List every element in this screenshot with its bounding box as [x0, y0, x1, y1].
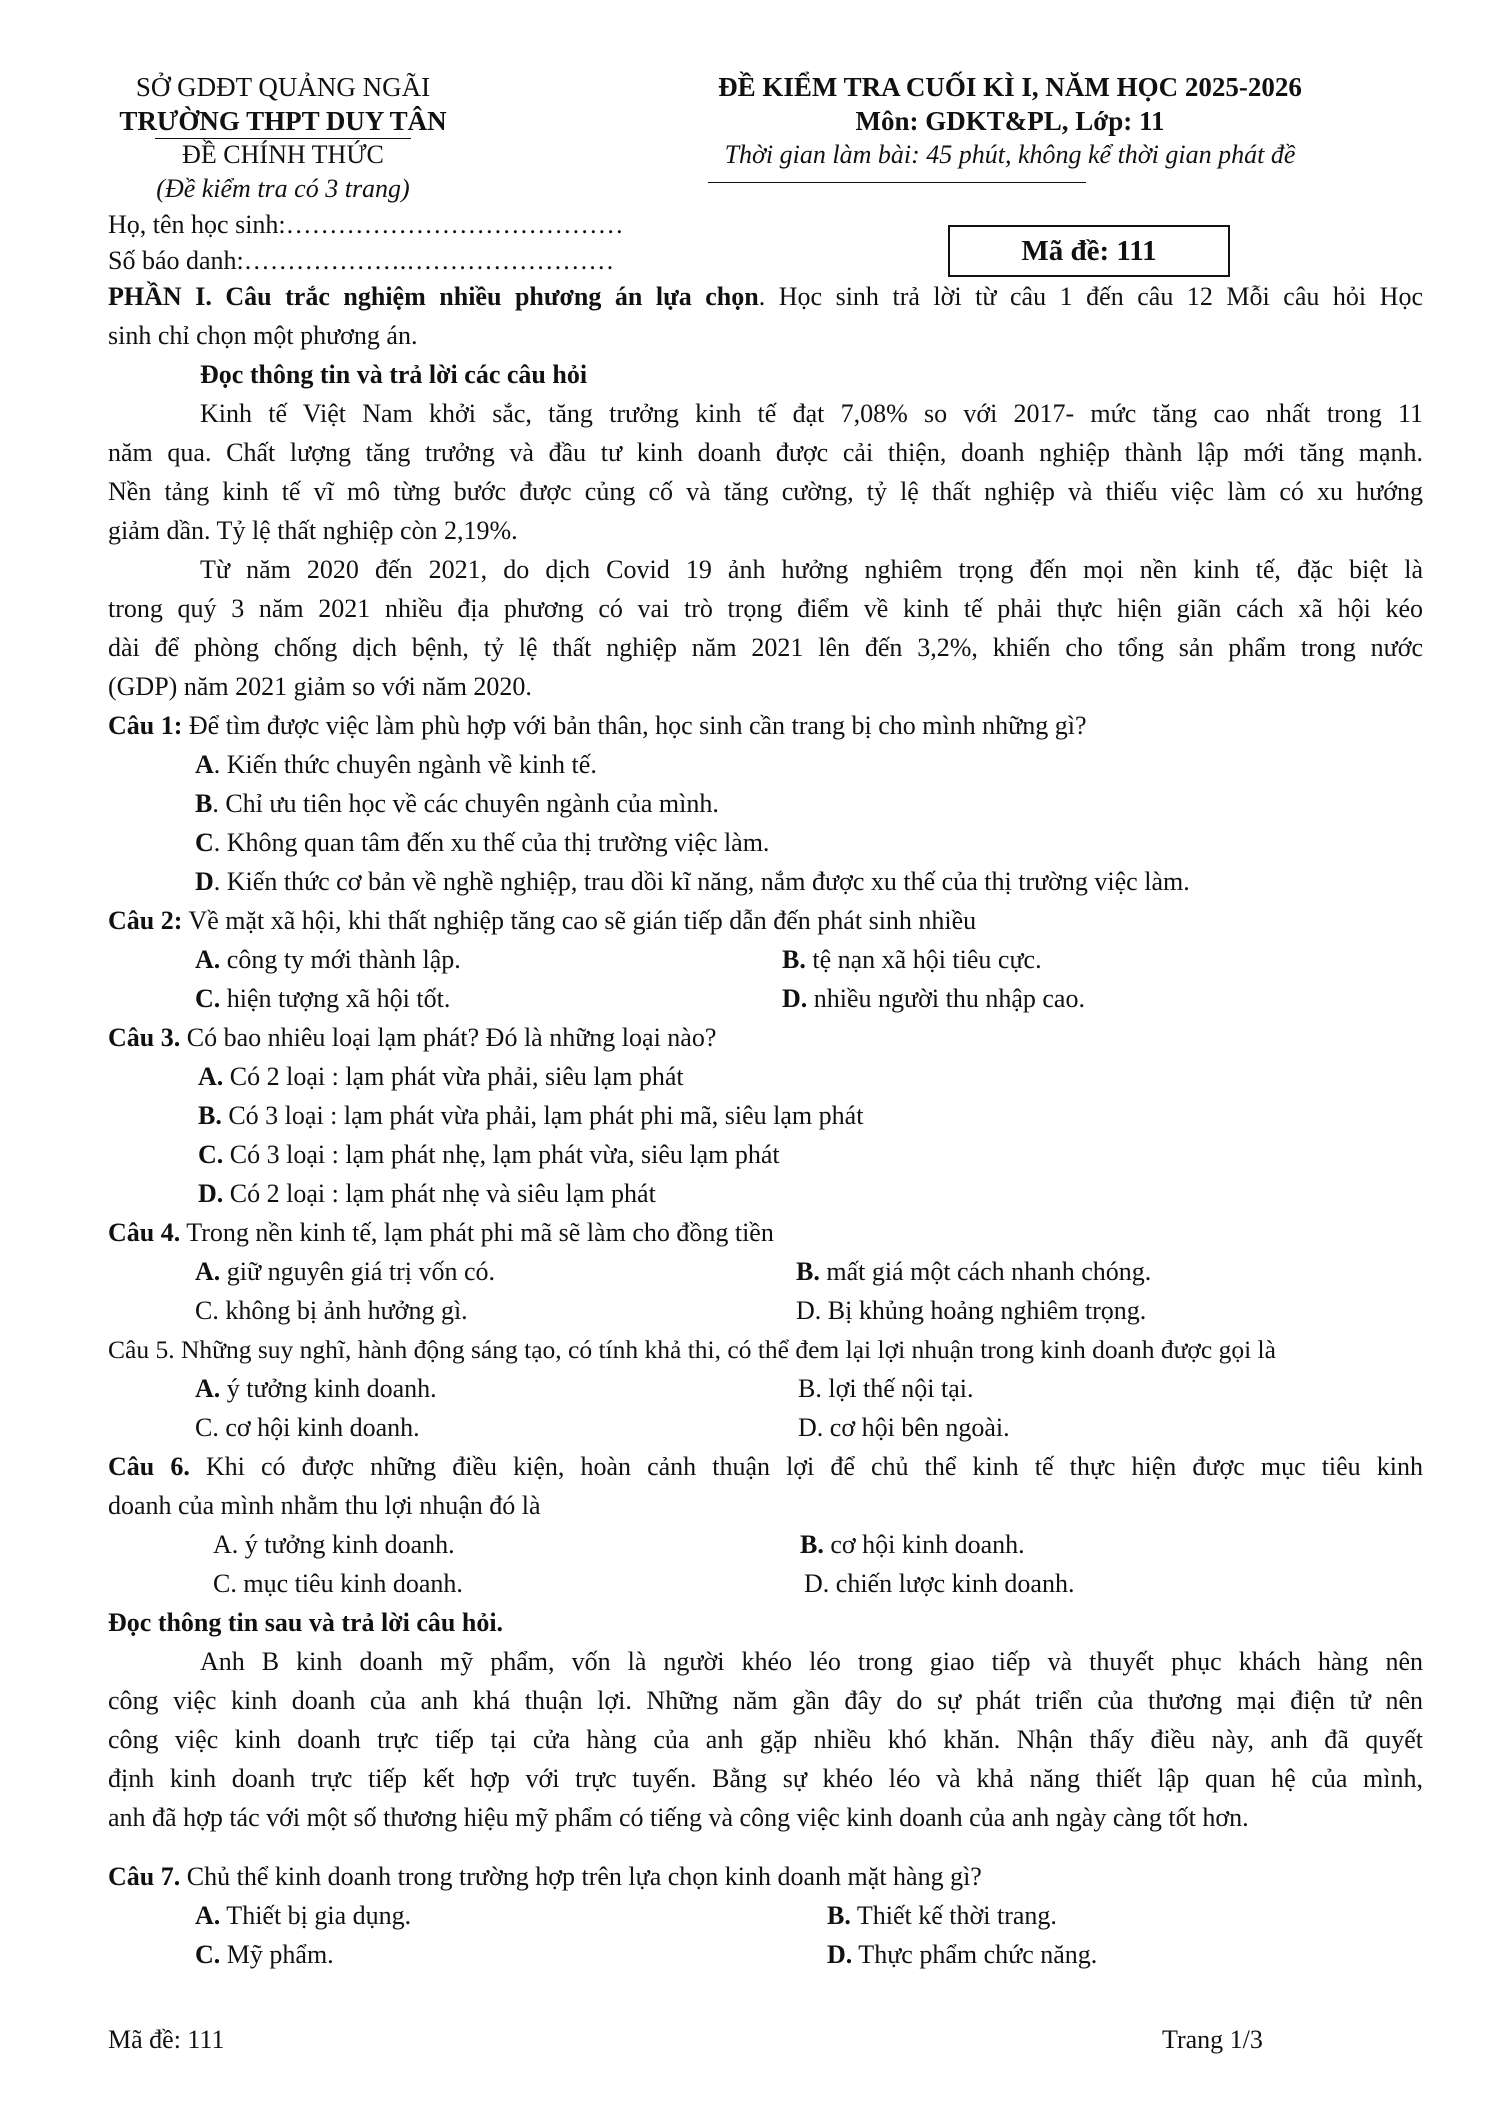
q3-option-a: A. Có 2 loại : lạm phát vừa phải, siêu lạm phát — [198, 1062, 684, 1091]
q4-option-d: D. Bị khủng hoảng nghiêm trọng. — [796, 1296, 1147, 1325]
school-name: TRƯỜNG THPT DUY TÂN — [119, 106, 447, 136]
q1-option-c: C. Không quan tâm đến xu thế của thị trường việc làm. — [195, 828, 770, 857]
q1-option-b: B. Chỉ ưu tiên học về các chuyên ngành của mình. — [195, 789, 719, 818]
q3-option-b: B. Có 3 loại : lạm phát vừa phải, lạm phát phi mã, siêu lạm phát — [198, 1101, 864, 1130]
q4-option-b: B. mất giá một cách nhanh chóng. — [796, 1257, 1152, 1286]
q7-option-c: C. Mỹ phẩm. — [195, 1940, 334, 1969]
q2-option-a: A. công ty mới thành lập. — [195, 945, 461, 974]
exam-code-box: Mã đề: 111 — [948, 225, 1230, 277]
q7-option-d: D. Thực phẩm chức năng. — [827, 1940, 1098, 1969]
question-1: Câu 1: Để tìm được việc làm phù hợp với bản thân, học sinh cần trang bị cho mình những gì? — [108, 711, 1087, 740]
student-id-field: Số báo danh:……………….…………………… — [108, 246, 615, 275]
reading1-line: Từ năm 2020 đến 2021, do dịch Covid 19 ảnh hưởng nghiêm trọng đến mọi nền kinh tế, đặc biệt là — [200, 555, 1423, 584]
time-underline — [708, 182, 1086, 183]
exam-subject: Môn: GDKT&PL, Lớp: 11 — [855, 106, 1165, 136]
reading2-line: Anh B kinh doanh mỹ phẩm, vốn là người khéo léo trong giao tiếp và thuyết phục khách hàng nên — [200, 1647, 1423, 1676]
reading1-line: (GDP) năm 2021 giảm so với năm 2020. — [108, 672, 532, 701]
question-6-line2: doanh của mình nhằm thu lợi nhuận đó là — [108, 1491, 541, 1520]
part1-title-line2: sinh chỉ chọn một phương án. — [108, 321, 418, 350]
reading1-heading: Đọc thông tin và trả lời các câu hỏi — [200, 360, 588, 389]
reading2-heading: Đọc thông tin sau và trả lời câu hỏi. — [108, 1608, 504, 1637]
q5-option-a: A. ý tưởng kinh doanh. — [195, 1374, 437, 1403]
reading1-line: năm qua. Chất lượng tăng trưởng và đầu tư kinh doanh được cải thiện, doanh nghiệp thành lập mới tăng mạnh. — [108, 438, 1423, 467]
q6-option-b: B. cơ hội kinh doanh. — [800, 1530, 1025, 1559]
q3-option-c: C. Có 3 loại : lạm phát nhẹ, lạm phát vừa, siêu lạm phát — [198, 1140, 780, 1169]
q2-option-b: B. tệ nạn xã hội tiêu cực. — [782, 945, 1042, 974]
dept-name: SỞ GDĐT QUẢNG NGÃI — [135, 72, 431, 102]
official-label: ĐỀ CHÍNH THỨC — [182, 140, 384, 169]
q7-option-a: A. Thiết bị gia dụng. — [195, 1901, 412, 1930]
question-5: Câu 5. Những suy nghĩ, hành động sáng tạo, có tính khả thi, có thể đem lại lợi nhuận trong kinh doanh được gọi là — [108, 1335, 1276, 1364]
part1-title: PHẦN I. Câu trắc nghiệm nhiều phương án lựa chọn. Học sinh trả lời từ câu 1 đến câu 12 Mỗi câu hỏi Học — [108, 282, 1423, 311]
q4-option-c: C. không bị ảnh hưởng gì. — [195, 1296, 468, 1325]
exam-title: ĐỀ KIỂM TRA CUỐI KÌ I, NĂM HỌC 2025-2026 — [718, 72, 1302, 102]
question-3: Câu 3. Có bao nhiêu loại lạm phát? Đó là những loại nào? — [108, 1023, 717, 1052]
pages-note: (Đề kiểm tra có 3 trang) — [156, 174, 410, 203]
school-underline — [155, 138, 411, 139]
reading2-line: định kinh doanh trực tiếp kết hợp với trực tuyến. Bằng sự khéo léo và khả năng thiết lập quan hệ của mình, — [108, 1764, 1423, 1793]
reading1-line: giảm dần. Tỷ lệ thất nghiệp còn 2,19%. — [108, 516, 518, 545]
question-6: Câu 6. Khi có được những điều kiện, hoàn cảnh thuận lợi để chủ thể kinh tế thực hiện được mục tiêu kinh — [108, 1452, 1423, 1481]
reading1-line: trong quý 3 năm 2021 nhiều địa phương có vai trò trọng điểm về kinh tế phải thực hiện giãn cách xã hội kéo — [108, 594, 1423, 623]
q3-option-d: D. Có 2 loại : lạm phát nhẹ và siêu lạm phát — [198, 1179, 656, 1208]
exam-time: Thời gian làm bài: 45 phút, không kể thời gian phát đề — [724, 140, 1296, 169]
reading1-line: Nền tảng kinh tế vĩ mô từng bước được củng cố và tăng cường, tỷ lệ thất nghiệp và thiếu việc làm có xu hướng — [108, 477, 1423, 506]
question-2: Câu 2: Về mặt xã hội, khi thất nghiệp tăng cao sẽ gián tiếp dẫn đến phát sinh nhiều — [108, 906, 977, 935]
q5-option-c: C. cơ hội kinh doanh. — [195, 1413, 420, 1442]
q6-option-a: A. ý tưởng kinh doanh. — [213, 1530, 455, 1559]
question-4: Câu 4. Trong nền kinh tế, lạm phát phi mã sẽ làm cho đồng tiền — [108, 1218, 774, 1247]
reading1-line: dài để phòng chống dịch bệnh, tỷ lệ thất nghiệp năm 2021 lên đến 3,2%, khiến cho tổng sản phẩm trong nước — [108, 633, 1423, 662]
q1-option-d: D. Kiến thức cơ bản về nghề nghiệp, trau dồi kĩ năng, nắm được xu thế của thị trường việc làm. — [195, 867, 1190, 896]
q4-option-a: A. giữ nguyên giá trị vốn có. — [195, 1257, 496, 1286]
q2-option-c: C. hiện tượng xã hội tốt. — [195, 984, 451, 1013]
reading1-line: Kinh tế Việt Nam khởi sắc, tăng trưởng kinh tế đạt 7,08% so với 2017- mức tăng cao nhất trong 11 — [200, 399, 1423, 428]
q6-option-c: C. mục tiêu kinh doanh. — [213, 1569, 463, 1598]
q6-option-d: D. chiến lược kinh doanh. — [804, 1569, 1075, 1598]
q1-option-a: A. Kiến thức chuyên ngành về kinh tế. — [195, 750, 597, 779]
footer-page-number: Trang 1/3 — [1162, 2025, 1263, 2054]
reading2-line: công việc kinh doanh của anh khá thuận lợi. Những năm gần đây do sự phát triển của thương mại điện tử nên — [108, 1686, 1423, 1715]
reading2-line: anh đã hợp tác với một số thương hiệu mỹ phẩm có tiếng và công việc kinh doanh của anh ngày càng tốt hơn. — [108, 1803, 1249, 1832]
question-7: Câu 7. Chủ thể kinh doanh trong trường hợp trên lựa chọn kinh doanh mặt hàng gì? — [108, 1862, 982, 1891]
q5-option-b: B. lợi thế nội tại. — [798, 1374, 974, 1403]
reading2-line: công việc kinh doanh trực tiếp tại cửa hàng của anh gặp nhiều khó khăn. Nhận thấy điều này, anh đã quyết — [108, 1725, 1423, 1754]
q7-option-b: B. Thiết kế thời trang. — [827, 1901, 1057, 1930]
q5-option-d: D. cơ hội bên ngoài. — [798, 1413, 1010, 1442]
footer-exam-code: Mã đề: 111 — [108, 2025, 225, 2054]
q2-option-d: D. nhiều người thu nhập cao. — [782, 984, 1085, 1013]
student-name-field: Họ, tên học sinh:………………………………… — [108, 210, 624, 239]
